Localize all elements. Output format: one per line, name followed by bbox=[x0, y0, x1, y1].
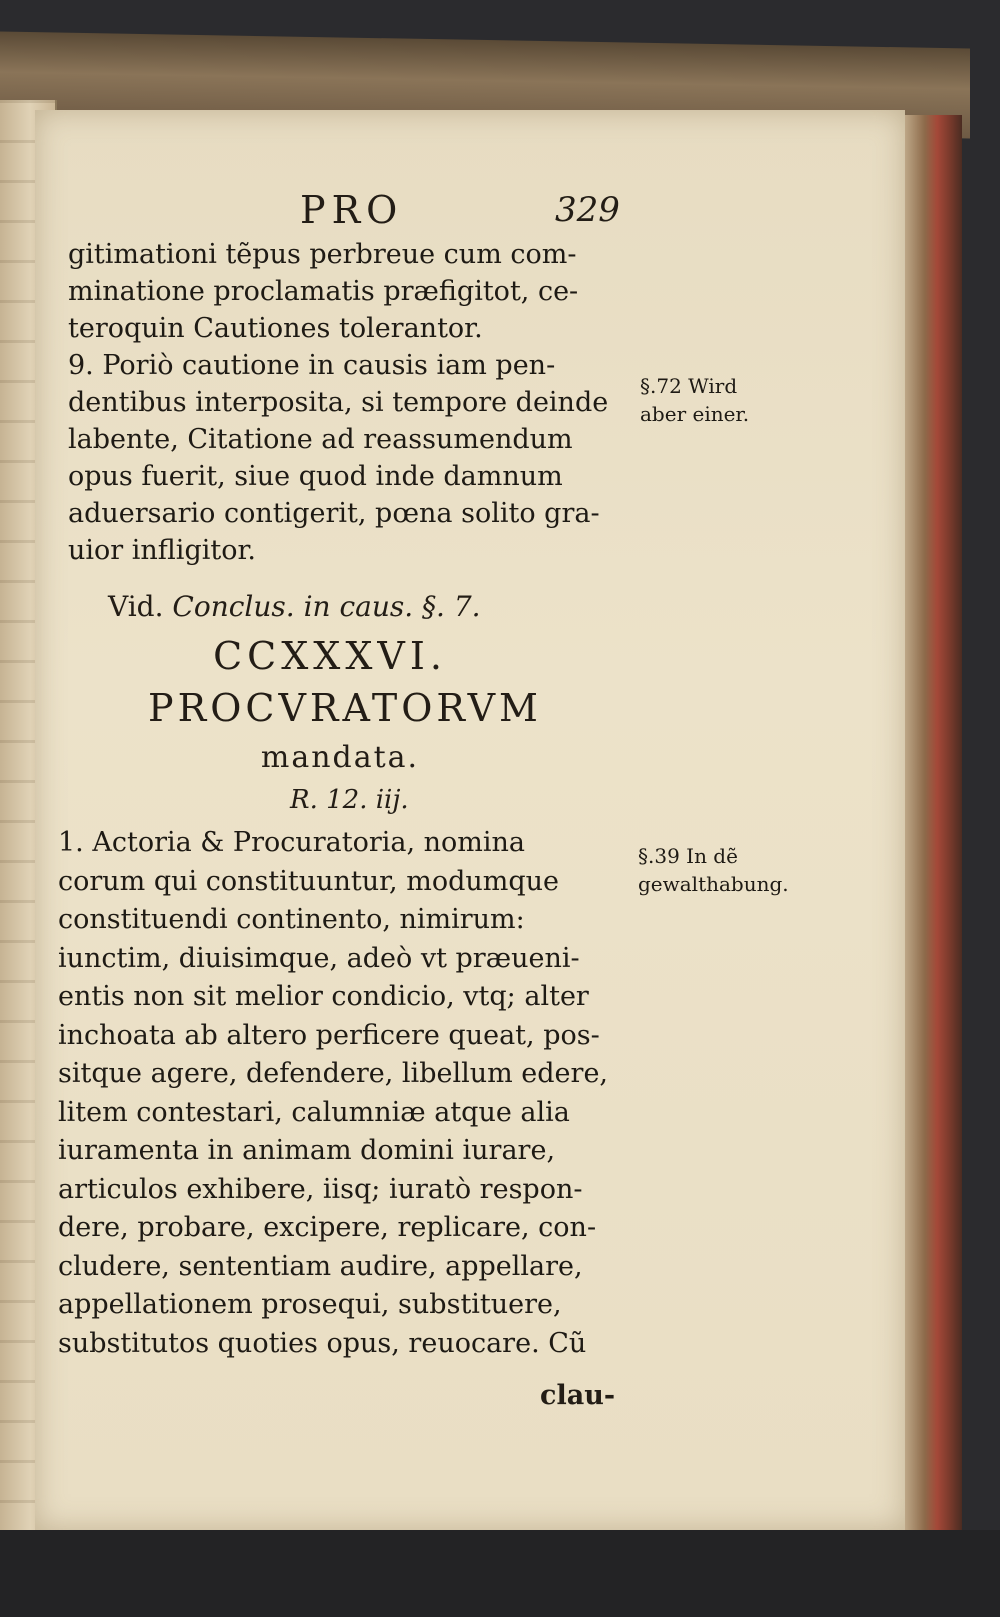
margin-note-line: aber einer. bbox=[640, 402, 750, 426]
section-reference: R. 12. iij. bbox=[290, 785, 409, 815]
text-line: articulos exhibere, iisq; iuratò respon- bbox=[58, 1173, 583, 1205]
text-block-1 bbox=[68, 236, 628, 569]
text-line: corum qui constituuntur, modumque bbox=[58, 865, 560, 897]
book-fore-edge bbox=[900, 115, 962, 1535]
text-line: sitque agere, defendere, libellum edere, bbox=[58, 1058, 609, 1089]
vid-reference: Conclus. in caus. §. 7. bbox=[172, 590, 481, 623]
text-line: aduersario contigerit, pœna solito gra- bbox=[68, 498, 600, 529]
cross-reference bbox=[108, 590, 481, 623]
section-title: PROCVRATORVM bbox=[148, 686, 542, 730]
text-line: litem contestari, calumniæ atque alia bbox=[58, 1096, 570, 1128]
text-line: dere, probare, excipere, replicare, con- bbox=[58, 1212, 597, 1243]
text-line: labente, Citatione ad reassumendum bbox=[68, 424, 573, 455]
text-line: iuramenta in animam domini iurare, bbox=[58, 1135, 556, 1166]
text-line: dentibus interposita, si tempore deinde bbox=[68, 387, 609, 418]
text-line: substitutos quoties opus, reuocare. Cũ bbox=[58, 1327, 587, 1359]
text-line: uior infligitor. bbox=[68, 535, 256, 566]
text-line: 1. Actoria & Procuratoria, nomina bbox=[58, 827, 526, 858]
section-subtitle: mandata. bbox=[260, 740, 420, 775]
vid-prefix: Vid. bbox=[108, 590, 164, 623]
margin-note bbox=[638, 842, 789, 898]
text-line: minatione proclamatis præfigitot, ce- bbox=[68, 276, 579, 307]
page-number: 329 bbox=[555, 190, 620, 230]
margin-note-line: gewalthabung. bbox=[638, 872, 789, 896]
margin-note-line: §.39 In dẽ bbox=[638, 844, 738, 868]
catchword: clau- bbox=[540, 1380, 616, 1411]
text-line: cludere, sententiam audire, appellare, bbox=[58, 1250, 583, 1282]
section-number: CCXXXVI. bbox=[213, 634, 447, 678]
text-line: constituendi continento, nimirum: bbox=[58, 904, 525, 935]
text-line: appellationem prosequi, substituere, bbox=[58, 1289, 562, 1320]
margin-note bbox=[640, 372, 749, 428]
text-line: opus fuerit, siue quod inde damnum bbox=[68, 461, 563, 492]
text-line: inchoata ab altero perficere queat, pos- bbox=[58, 1019, 600, 1051]
text-line: entis non sit melior condicio, vtq; alter bbox=[58, 981, 589, 1012]
text-block-2 bbox=[58, 824, 638, 1363]
text-line: gitimationi tẽpus perbreue cum com- bbox=[68, 239, 577, 270]
text-line: iunctim, diuisimque, adeò vt præueni- bbox=[58, 942, 580, 974]
running-head: PRO bbox=[300, 188, 404, 232]
bottom-shadow bbox=[0, 1530, 1000, 1617]
text-line: 9. Poriò cautione in causis iam pen- bbox=[68, 350, 556, 381]
margin-note-line: §.72 Wird bbox=[640, 374, 738, 398]
text-line: teroquin Cautiones tolerantor. bbox=[68, 313, 483, 344]
